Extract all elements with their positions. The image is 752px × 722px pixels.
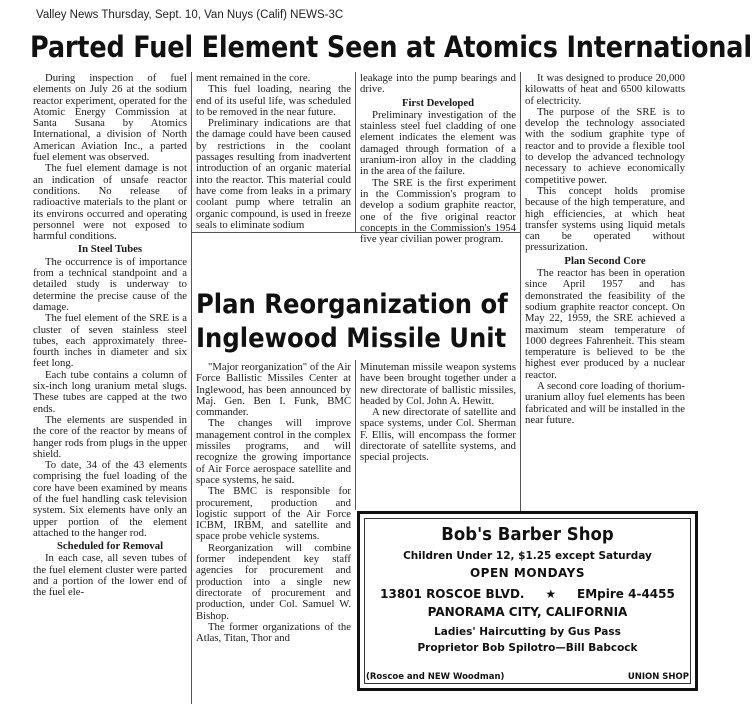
secondary-headline-line-2: Inglewood Missile Unit [196, 323, 507, 354]
column-rule [520, 72, 521, 512]
ad-footer [366, 672, 689, 682]
paragraph: The changes will improve management control in the complex missiles programs, and will recognize the growing importance of Air Force aerospace satellite and space systems, he said. [196, 417, 351, 486]
ad-shop-name: Bob's Barber Shop [441, 524, 614, 545]
ad-address: 13801 ROSCOE BLVD. [380, 587, 525, 601]
paragraph: The elements are suspended in the core of the reactor by means of hanger rods from plugs in the upper shield. [33, 413, 187, 460]
paragraph: In each case, all seven tubes of the fuel element cluster were parted and a portion of the lower end of the fuel ele- [33, 552, 187, 599]
secondary-headline-line-1: Plan Reorganization of [196, 289, 508, 320]
article-column-4 [525, 73, 685, 509]
ad-city: PANORAMA CITY, CALIFORNIA [427, 605, 628, 619]
barber-shop-advertisement [357, 511, 698, 691]
column-rule [355, 360, 356, 510]
subhead: Plan Second Core [564, 254, 646, 267]
article-column-5 [196, 362, 351, 704]
ad-ladies: Ladies' Haircutting by Gus Pass [434, 626, 621, 638]
paragraph: Each tube contains a column of six-inch long uranium metal slugs. These tubes are capped at the two ends. [33, 368, 187, 415]
ad-phone: EMpire 4-4455 [577, 587, 675, 601]
paragraph: This concept holds promise because of the high temperature, and high efficiencies, at which heat transfer systems using liquid metals can be operated without pressurization. [525, 184, 685, 254]
paragraph: The BMC is responsible for procurement, production and logistic support of the Air Force ICBM, IRBM, and satellite and space probe vehicle systems. [196, 485, 351, 543]
article-column-3 [360, 72, 516, 246]
paragraph: Preliminary investigation of the stainless steel fuel cladding of one element indicates the element was damaged through formation of a uranium-iron alloy in the cladding in the area of the failure. [360, 108, 516, 178]
paragraph: The SRE is the first experiment in the Commission's program to develop a sodium graphite reactor, one of the five original reactor concepts in the Commission's 1954 five year civilian power program. [360, 176, 516, 246]
ad-proprietor: Proprietor Bob Spilotro—Bill Babcock [417, 642, 638, 654]
paragraph: This fuel loading, nearing the end of its useful life, was scheduled to be removed in the near future. [196, 83, 351, 118]
paragraph: The purpose of the SRE is to develop the technology associated with the sodium graphite type of reactor and to provide a flexible tool to develop the advanced technology necessary to achieve economically competitive power. [525, 105, 685, 186]
subhead: Scheduled for Removal [56, 540, 164, 553]
main-headline: Parted Fuel Element Seen at Atomics International [30, 30, 752, 64]
paragraph: Preliminary indications are that the damage could have been caused by restrictions in the coolant passages resulting from inadvertent introduction of an organic material into the reactor. This material could have come from leaks in a primary coolant pump where tetralin an organic compound, is used in freeze seals to eliminate sodium [196, 117, 351, 231]
paragraph: "Major reorganization" of the Air Force Ballistic Missiles Center at Inglewood, has been announced by Maj. Gen. Ben I. Funk, BMC commander. [196, 361, 351, 419]
paragraph: The reactor has been in operation since April 1957 and has demonstrated the feasibility of the sodium graphite reactor concept. On May 22, 1959, the SRE achieved a maximum steam temperature of 1000 degrees Fahrenheit. This steam temperature is believed to be the highest ever produced by a nuclear reactor. [525, 267, 685, 381]
paragraph: Minuteman missile weapon systems have been brought together under a new directorate of ballistic missiles, headed by Col. John A. Hewitt. [360, 361, 516, 407]
paragraph: The former organizations of the Atlas, Titan, Thor and [196, 620, 351, 645]
subhead: First Developed [401, 96, 475, 109]
ad-open-days: OPEN MONDAYS [469, 566, 586, 580]
paragraph: The fuel element damage is not an indication of unsafe reactor conditions. No release of radioactive materials to the plant or its environs occurred and operating personnel were not exposed to harmful conditions. [33, 162, 187, 243]
column-rule [191, 72, 192, 704]
column-rule [355, 72, 356, 232]
paragraph: The fuel element of the SRE is a cluster of seven stainless steel tubes, each approximately three-fourth inches in diameter and six feet long. [33, 312, 187, 370]
paragraph: A second core loading of thorium-uranium alloy fuel elements has been fabricated and will be installed in the near future. [525, 380, 685, 426]
star-icon: ★ [545, 587, 557, 601]
paragraph: leakage into the pump bearings and drive. [360, 72, 516, 96]
article-column-6 [360, 362, 516, 508]
paragraph: During inspection of fuel elements on July 26 at the sodium reactor experiment, operated for the Atomic Energy Commission at Santa Susana by Atomics International, a division of North American Aviation Inc., a parted fuel element was observed. [33, 72, 187, 164]
ad-children-price: Children Under 12, $1.25 except Saturday [403, 550, 652, 562]
subhead: In Steel Tubes [77, 243, 143, 256]
paragraph: A new directorate of satellite and space systems, under Col. Sherman F. Ellis, will encompass the former directorate of satellite systems, and special projects. [360, 406, 516, 464]
ad-union-shop: UNION SHOP [627, 672, 689, 682]
article-column-1 [33, 73, 187, 705]
article-column-2 [196, 73, 351, 231]
paragraph: The occurrence is of importance from a technical standpoint and a detailed study is underway to determine the precise cause of the damage. [33, 255, 187, 313]
paragraph: To date, 34 of the 43 elements comprising the fuel loading of the core have been examined by means of the fuel handling cask television system. Six elements have only an upper portion of the element attached to the hanger rod. [33, 459, 187, 539]
paragraph: It was designed to produce 20,000 kilowatts of heat and 6500 kilowatts of electricity. [525, 72, 685, 107]
paragraph: ment remained in the core. [196, 72, 311, 84]
ad-location: (Roscoe and NEW Woodman) [366, 672, 505, 682]
paragraph: Reorganization will combine former independent key staff agencies for procurement and production into a single new directorate of procurement and production, under Col. Samuel W. Bishop. [196, 541, 351, 622]
dateline: Valley News Thursday, Sept. 10, Van Nuys (Calif) NEWS-3C [36, 9, 344, 21]
